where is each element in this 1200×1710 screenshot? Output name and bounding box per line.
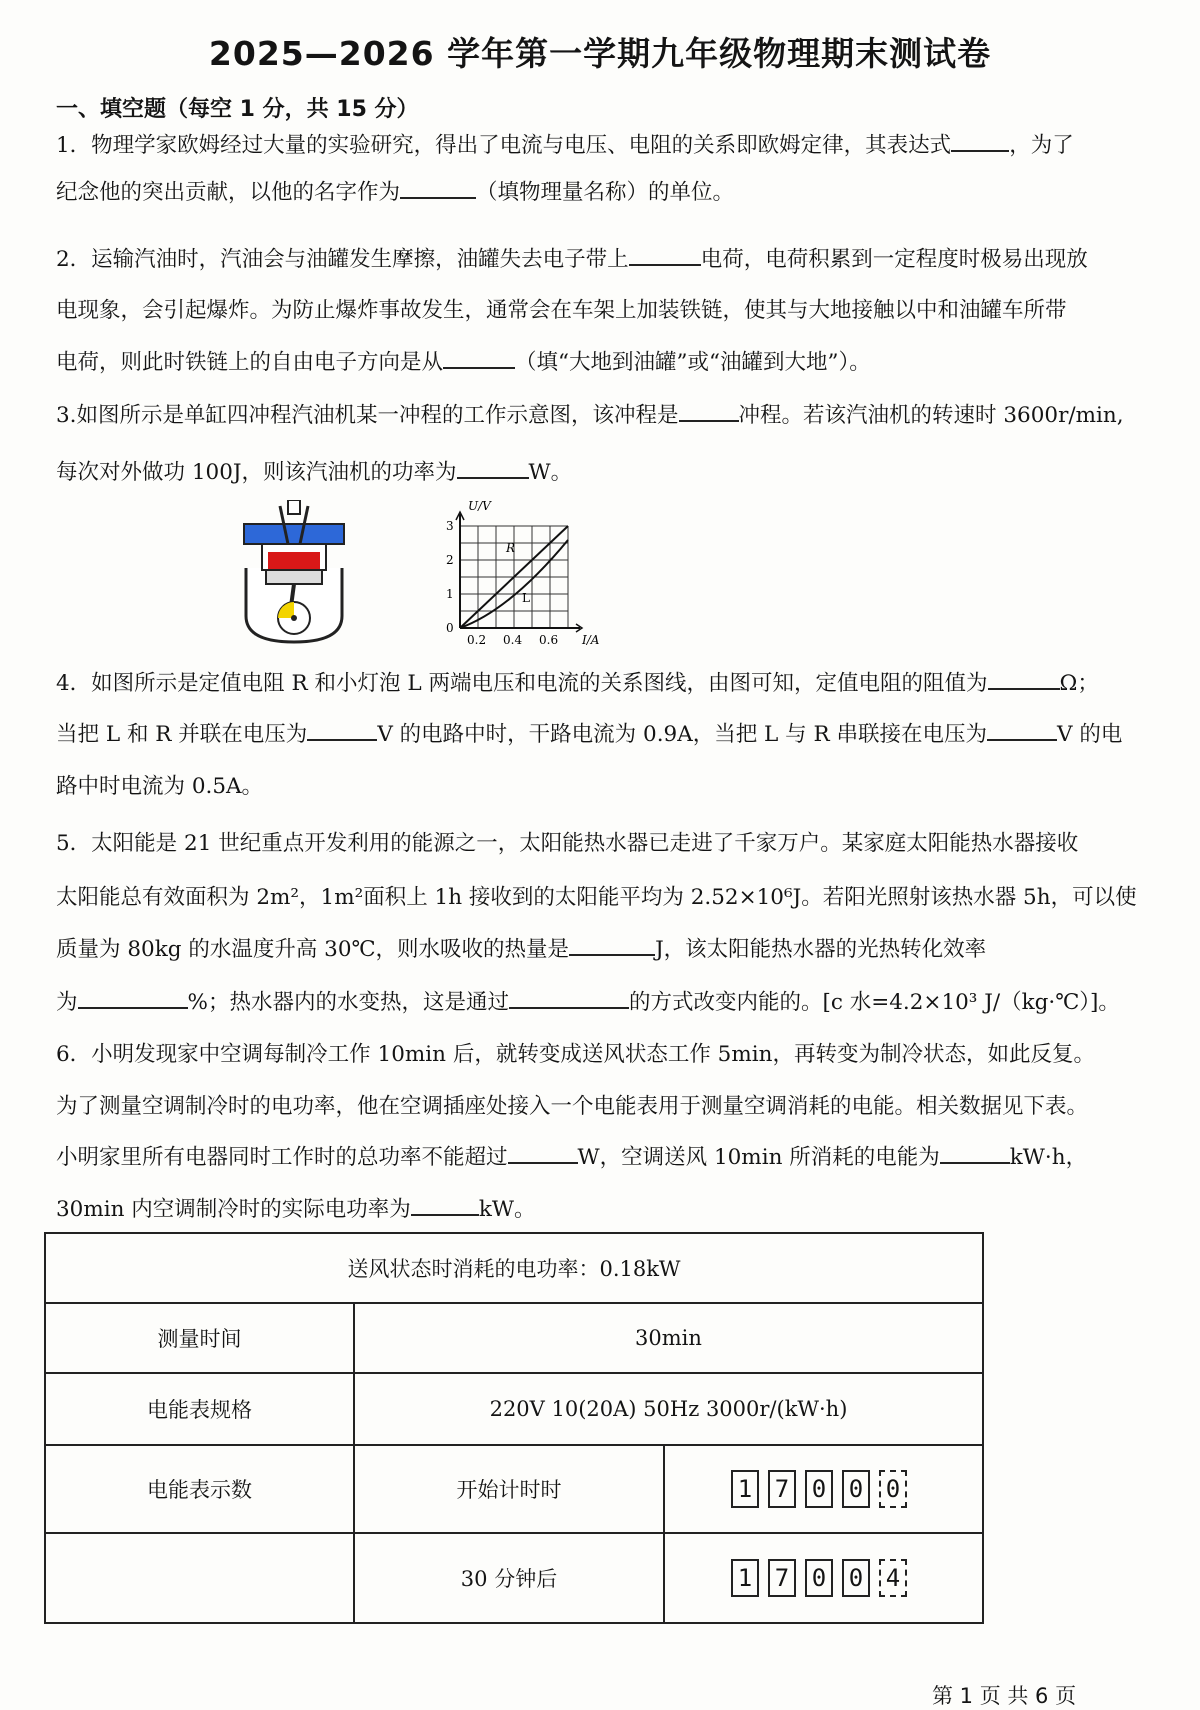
end-label-cell: 30 分钟后 — [354, 1533, 664, 1623]
meter-digit: 1 — [731, 1470, 759, 1508]
q6-text-b: W，空调送风 10min 所消耗的电能为 — [577, 1145, 940, 1170]
time-value-cell: 30min — [354, 1303, 983, 1373]
meter-decimal-digit: 0 — [879, 1470, 907, 1508]
answer-blank[interactable] — [78, 987, 188, 1009]
question-6-line-3 — [56, 1140, 1087, 1171]
q1-text-a: 1．物理学家欧姆经过大量的实验研究，得出了电流与电压、电阻的关系即欧姆定律，其表达式 — [56, 133, 952, 158]
answer-blank[interactable] — [400, 177, 476, 199]
meter-decimal-digit: 4 — [879, 1559, 907, 1597]
q3-text-b: 冲程。若该汽油机的转速时 3600r/min, — [738, 403, 1124, 428]
q2-text-a: 2．运输汽油时，汽油会与油罐发生摩擦，油罐失去电子带上 — [56, 247, 629, 272]
y-tick: 0 — [446, 621, 454, 635]
q5-text-a: 质量为 80kg 的水温度升高 30℃，则水吸收的热量是 — [56, 937, 570, 962]
answer-blank[interactable] — [307, 719, 377, 741]
q4-text-c: 当把 L 和 R 并联在电压为 — [56, 722, 308, 747]
q5-text-e: 的方式改变内能的。[c 水=4.2×10³ J/（kg·℃）]。 — [628, 990, 1120, 1015]
q1-text-d: （填物理量名称）的单位。 — [476, 180, 735, 205]
question-2-line-1 — [56, 242, 1088, 273]
question-3-line-1 — [56, 398, 1124, 429]
question-1-line-1 — [56, 128, 1074, 159]
start-label-cell: 开始计时时 — [354, 1445, 664, 1533]
exam-title: 2025—2026 学年第一学期九年级物理期末测试卷 — [208, 34, 992, 73]
question-6-line-1: 6．小明发现家中空调每制冷工作 10min 后，就转变成送风状态工作 5min，再转变为制冷状态，如此反复。 — [56, 1042, 1095, 1067]
answer-blank[interactable] — [508, 1142, 578, 1164]
answer-blank[interactable] — [443, 347, 515, 369]
question-5-line-2: 太阳能总有效面积为 2m²，1m²面积上 1h 接收到的太阳能平均为 2.52×10⁶J。若阳光照射该热水器 5h，可以使 — [56, 885, 1137, 910]
engine-stroke-diagram — [242, 500, 346, 646]
table-header-cell: 送风状态时消耗的电功率：0.18kW — [45, 1233, 983, 1303]
series-label-l: L — [522, 591, 530, 605]
y-axis-label: U/V — [468, 500, 491, 513]
q2-text-b: 电荷，电荷积累到一定程度时极易出现放 — [700, 247, 1088, 272]
q5-text-b: J，该太阳能热水器的光热转化效率 — [655, 937, 987, 962]
answer-blank[interactable] — [509, 987, 629, 1009]
question-5-line-1: 5．太阳能是 21 世纪重点开发利用的能源之一，太阳能热水器已走进了千家万户。某家庭太阳能热水器接收 — [56, 831, 1079, 856]
q3-text-a: 3.如图所示是单缸四冲程汽油机某一冲程的工作示意图，该冲程是 — [56, 403, 679, 428]
answer-blank[interactable] — [940, 1142, 1010, 1164]
u-i-graph — [440, 500, 612, 650]
meter-digit: 0 — [805, 1559, 833, 1597]
end-reading-cell — [664, 1533, 983, 1623]
q4-text-a: 4．如图所示是定值电阻 R 和小灯泡 L 两端电压和电流的关系图线，由图可知，定值电阻的阻值为 — [56, 671, 988, 696]
q1-text-c: 纪念他的突出贡献，以他的名字作为 — [56, 180, 401, 205]
x-tick: 0.6 — [539, 633, 559, 647]
q6-text-e: kW。 — [478, 1197, 536, 1222]
table-row — [45, 1533, 983, 1623]
start-reading-cell — [664, 1445, 983, 1533]
y-tick: 2 — [446, 553, 454, 567]
empty-cell — [45, 1533, 354, 1623]
meter-digit: 7 — [768, 1470, 796, 1508]
answer-blank[interactable] — [411, 1194, 479, 1216]
q5-text-c: 为 — [56, 990, 78, 1015]
answer-blank[interactable] — [987, 719, 1057, 741]
section-heading-fill-blank: 一、填空题（每空 1 分，共 15 分） — [56, 97, 419, 122]
table-row — [45, 1303, 983, 1373]
series-label-r: R — [506, 541, 516, 555]
q4-text-b: Ω； — [1059, 671, 1099, 696]
meter-digit: 0 — [805, 1470, 833, 1508]
page-number: 第 1 页 共 6 页 — [932, 1684, 1077, 1708]
meter-digit: 7 — [768, 1559, 796, 1597]
q2-text-c: 电荷，则此时铁链上的自由电子方向是从 — [56, 350, 444, 375]
table-row — [45, 1445, 983, 1533]
y-tick: 1 — [446, 587, 454, 601]
question-5-line-4 — [56, 985, 1120, 1016]
question-5-line-3 — [56, 932, 986, 963]
answer-blank[interactable] — [988, 668, 1060, 690]
question-3-line-2 — [56, 455, 572, 486]
meter-digit: 0 — [842, 1559, 870, 1597]
question-4-line-3: 路中时电流为 0.5A。 — [56, 774, 264, 799]
question-2-line-2: 电现象，会引起爆炸。为防止爆炸事故发生，通常会在车架上加装铁链，使其与大地接触以中和油罐车所带 — [56, 298, 1067, 323]
answer-blank[interactable] — [569, 934, 655, 956]
x-axis-label: I/A — [582, 633, 600, 647]
spec-value-cell: 220V 10(20A) 50Hz 3000r/(kW·h) — [354, 1373, 983, 1445]
meter-data-table — [44, 1232, 984, 1624]
meter-digit: 1 — [731, 1559, 759, 1597]
answer-blank[interactable] — [679, 400, 739, 422]
table-row — [45, 1233, 983, 1303]
question-6-line-2: 为了测量空调制冷时的电功率，他在空调插座处接入一个电能表用于测量空调消耗的电能。相关数据见下表。 — [56, 1094, 1089, 1119]
q6-text-c: kW·h， — [1009, 1145, 1088, 1170]
meter-digit: 0 — [842, 1470, 870, 1508]
question-1-line-2 — [56, 175, 734, 206]
x-tick: 0.2 — [467, 633, 487, 647]
answer-blank[interactable] — [457, 457, 529, 479]
q3-text-d: W。 — [528, 460, 573, 485]
q4-text-d: V 的电路中时，干路电流为 0.9A，当把 L 与 R 串联接在电压为 — [377, 722, 988, 747]
x-tick: 0.4 — [503, 633, 523, 647]
q1-text-b: ，为了 — [1009, 133, 1074, 158]
q6-text-a: 小明家里所有电器同时工作时的总功率不能超过 — [56, 1145, 508, 1170]
question-6-line-4 — [56, 1192, 535, 1223]
question-4-line-1 — [56, 666, 1099, 697]
answer-blank[interactable] — [951, 130, 1009, 152]
q4-text-e: V 的电 — [1057, 722, 1123, 747]
y-tick: 3 — [446, 519, 454, 533]
q2-text-d: （填“大地到油罐”或“油罐到大地”）。 — [515, 350, 871, 375]
q3-text-c: 每次对外做功 100J，则该汽油机的功率为 — [56, 460, 457, 485]
question-4-line-2 — [56, 717, 1122, 748]
q5-text-d: %；热水器内的水变热，这是通过 — [187, 990, 509, 1015]
answer-blank[interactable] — [629, 244, 701, 266]
spec-label-cell: 电能表规格 — [45, 1373, 354, 1445]
table-row — [45, 1373, 983, 1445]
meter-label-cell: 电能表示数 — [45, 1445, 354, 1533]
question-2-line-3 — [56, 345, 871, 376]
time-label-cell: 测量时间 — [45, 1303, 354, 1373]
q6-text-d: 30min 内空调制冷时的实际电功率为 — [56, 1197, 411, 1222]
